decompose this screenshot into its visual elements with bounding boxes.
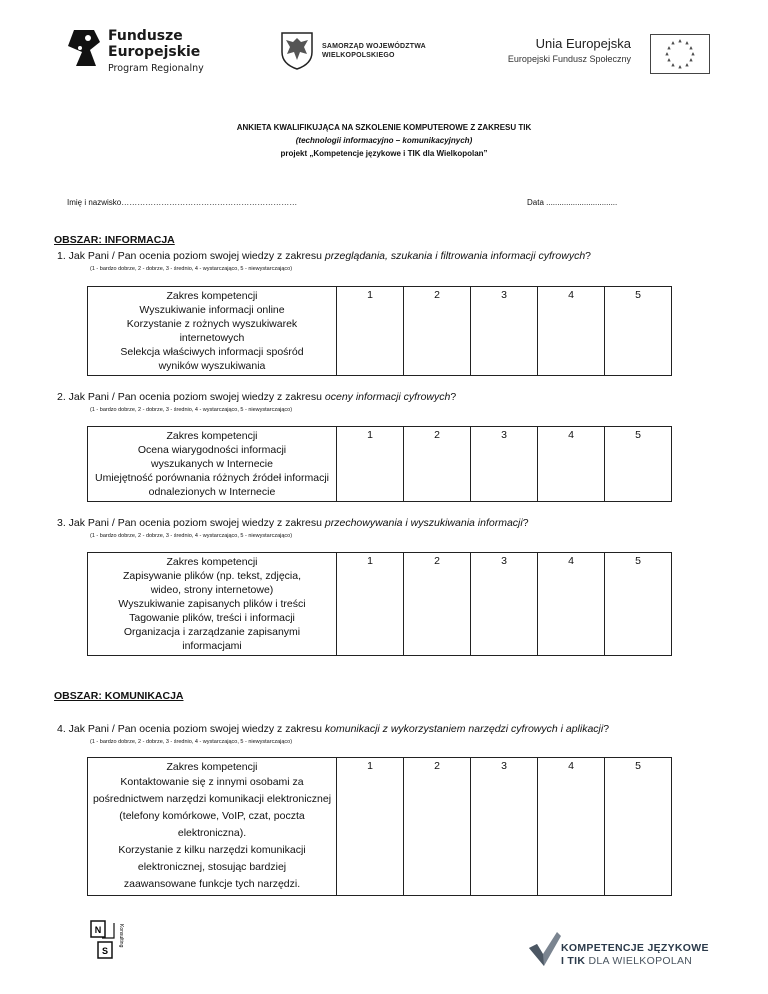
competence-cell (88, 427, 337, 502)
rating-label: 3 (501, 429, 507, 441)
rating-3[interactable] (471, 427, 538, 502)
rating-5[interactable] (605, 758, 672, 896)
rating-label: 3 (501, 760, 507, 772)
rating-label: 1 (367, 555, 373, 567)
ue-subtitle: Europejski Fundusz Społeczny (507, 54, 631, 64)
question-3 (57, 517, 529, 529)
rating-5[interactable] (605, 427, 672, 502)
rating-label: 1 (367, 289, 373, 301)
rating-2[interactable] (404, 427, 471, 502)
scale-note-2: (1 - bardzo dobrze, 2 - dobrze, 3 - średnio, 4 - wystarczająco, 5 - niewystarczająco) (90, 407, 293, 413)
eu-stars-icon (651, 35, 709, 73)
competence-item: Ocena wiarygodności informacji wyszukanych w Internecie (137, 444, 287, 470)
kompetencje-logo (527, 930, 727, 974)
rating-2[interactable] (404, 758, 471, 896)
rating-label: 2 (434, 760, 440, 772)
title-line-2: (technologii informacyjno – komunikacyjnych) (295, 136, 473, 145)
rating-label: 1 (367, 760, 373, 772)
table-header-label: Zakres kompetencji (166, 761, 258, 773)
table-header-label: Zakres kompetencji (166, 430, 258, 442)
question-4-text: 4. Jak Pani / Pan ocenia poziom swojej wiedzy z zakresu (57, 723, 325, 735)
rating-1[interactable] (337, 758, 404, 896)
svg-text:N: N (94, 925, 102, 935)
question-1-end: ? (585, 250, 592, 262)
scale-note-3: (1 - bardzo dobrze, 2 - dobrze, 3 - średnio, 4 - wystarczająco, 5 - niewystarczająco) (90, 533, 293, 539)
rating-5[interactable] (605, 287, 672, 376)
competence-item: Zapisywanie plików (np. tekst, zdjęcia, wideo, strony internetowe) (123, 570, 301, 596)
table-header-label: Zakres kompetencji (166, 556, 258, 568)
brand-line-1: KOMPETENCJE JĘZYKOWE (561, 942, 709, 954)
eagle-emblem-icon (278, 30, 316, 70)
rating-2[interactable] (404, 287, 471, 376)
scale-note-4: (1 - bardzo dobrze, 2 - dobrze, 3 - średnio, 4 - wystarczająco, 5 - niewystarczająco) (90, 739, 293, 745)
competence-item: Wyszukiwanie zapisanych plików i treści (118, 598, 306, 610)
section-komunikacja: OBSZAR: KOMUNIKACJA (54, 690, 184, 702)
competence-item: Umiejętność porównania różnych źródeł informacji odnalezionych w Internecie (94, 472, 330, 498)
rating-label: 1 (367, 429, 373, 441)
rating-label: 5 (635, 555, 641, 567)
rating-label: 4 (568, 555, 574, 567)
eu-flag-icon (650, 34, 710, 74)
rating-label: 5 (635, 429, 641, 441)
svg-text:S: S (101, 946, 109, 956)
competence-table-4 (87, 757, 672, 896)
question-2-text: 2. Jak Pani / Pan ocenia poziom swojej wiedzy z zakresu (57, 391, 325, 403)
rating-label: 2 (434, 555, 440, 567)
rating-4[interactable] (538, 287, 605, 376)
question-3-text: 3. Jak Pani / Pan ocenia poziom swojej wiedzy z zakresu (57, 517, 325, 529)
question-2 (57, 391, 456, 403)
rating-label: 2 (434, 429, 440, 441)
rating-5[interactable] (605, 553, 672, 656)
rating-3[interactable] (471, 758, 538, 896)
question-4-emphasis: komunikacji z wykorzystaniem narzędzi cyfrowych i aplikacji (324, 723, 604, 735)
rating-label: 4 (568, 289, 574, 301)
checkmark-icon (527, 930, 563, 968)
rating-4[interactable] (538, 427, 605, 502)
section-informacja: OBSZAR: INFORMACJA (54, 234, 175, 246)
rating-label: 5 (635, 760, 641, 772)
brand-line-2a: I TIK (561, 955, 586, 967)
question-1-emphasis: przeglądania, szukania i filtrowania informacji cyfrowych (324, 250, 586, 262)
title-line-1: ANKIETA KWALIFIKUJĄCA NA SZKOLENIE KOMPUTEROWE Z ZAKRESU TIK (236, 123, 532, 132)
rating-label: 5 (635, 289, 641, 301)
rating-1[interactable] (337, 427, 404, 502)
fundusze-europejskie-logo (66, 28, 226, 78)
ue-title: Unia Europejska (535, 36, 631, 51)
competence-item: Korzystanie z kilku narzędzi komunikacji elektronicznej, stosując bardziej zaawansowane funkcje tych narzędzi. (118, 844, 306, 890)
ns-logo-icon (88, 918, 128, 968)
rating-3[interactable] (471, 553, 538, 656)
ns-konsulting-logo (88, 918, 128, 968)
title-line-3: projekt „Kompetencje językowe i TIK dla Wielkopolan” (280, 149, 488, 158)
competence-table-1 (87, 286, 672, 376)
competence-item: Tagowanie plików, treści i informacji (129, 612, 295, 624)
svg-text:Konsulting: Konsulting (118, 924, 124, 948)
fe-title-1: Fundusze (108, 28, 183, 44)
competence-cell (88, 287, 337, 376)
brand-line-2 (561, 955, 692, 968)
rating-label: 4 (568, 429, 574, 441)
rating-4[interactable] (538, 758, 605, 896)
question-1-text: 1. Jak Pani / Pan ocenia poziom swojej wiedzy z zakresu (57, 250, 325, 262)
competence-table-2 (87, 426, 672, 502)
competence-item: Kontaktowanie się z innymi osobami za pośrednictwem narzędzi komunikacji elektronicznej (telefony komórkowe, VoIP, czat, poczta elektroniczna). (92, 776, 332, 839)
rating-3[interactable] (471, 287, 538, 376)
rating-label: 2 (434, 289, 440, 301)
rating-label: 3 (501, 289, 507, 301)
table-header-label: Zakres kompetencji (166, 290, 258, 302)
competence-item: Wyszukiwanie informacji online (139, 304, 285, 316)
question-2-end: ? (450, 391, 457, 403)
rating-1[interactable] (337, 287, 404, 376)
fe-subtitle: Program Regionalny (108, 63, 204, 74)
scale-note-1: (1 - bardzo dobrze, 2 - dobrze, 3 - średnio, 4 - wystarczająco, 5 - niewystarczająco) (90, 266, 293, 272)
date-field[interactable]: Data ................................ (527, 198, 618, 207)
competence-item: Korzystanie z rożnych wyszukiwarek internetowych (126, 318, 298, 344)
competence-item: Organizacja i zarządzanie zapisanymi informacjami (123, 626, 301, 652)
question-3-emphasis: przechowywania i wyszukiwania informacji (324, 517, 523, 529)
survey-title (0, 121, 768, 160)
rating-label: 3 (501, 555, 507, 567)
samorzad-logo (278, 30, 458, 70)
rating-4[interactable] (538, 553, 605, 656)
rating-label: 4 (568, 760, 574, 772)
brand-line-2b: DLA WIELKOPOLAN (588, 955, 693, 967)
question-4-end: ? (603, 723, 610, 735)
competence-table-3 (87, 552, 672, 656)
samorzad-line-1: SAMORZĄD WOJEWÓDZTWA (322, 43, 426, 50)
question-2-emphasis: oceny informacji cyfrowych (324, 391, 451, 403)
fe-title-2: Europejskie (108, 44, 201, 60)
question-4 (57, 723, 609, 735)
competence-cell (88, 758, 337, 896)
competence-item: Selekcja właściwych informacji spośród wyników wyszukiwania (120, 346, 304, 372)
question-3-end: ? (522, 517, 529, 529)
rating-2[interactable] (404, 553, 471, 656)
unia-europejska-logo (480, 32, 710, 78)
rating-1[interactable] (337, 553, 404, 656)
question-1 (57, 250, 591, 262)
samorzad-line-2: WIELKOPOLSKIEGO (322, 52, 395, 59)
competence-cell (88, 553, 337, 656)
fe-star-icon (66, 28, 102, 68)
name-field[interactable]: Imię i nazwisko………………………………………………………… (67, 198, 298, 207)
